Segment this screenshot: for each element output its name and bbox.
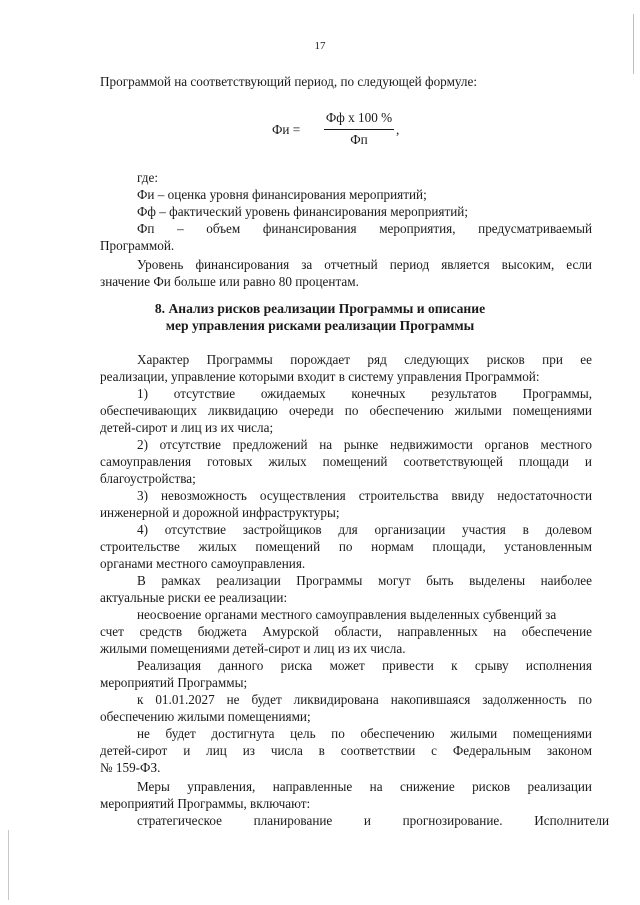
fraction-bar: [324, 129, 394, 130]
level-paragraph-line-2: значение Фи больше или равно 80 процентам.: [100, 274, 359, 289]
body-line: 1) отсутствие ожидаемых конечных результатов Программы,: [137, 386, 592, 401]
formula-trail: ,: [396, 122, 400, 137]
body-line: инженерной и дорожной инфраструктуры;: [100, 505, 340, 520]
body-line: счет средств бюджета Амурской области, направленных на обеспечение: [100, 624, 592, 639]
definitions-where: где:: [137, 170, 158, 185]
formula-numerator: Фф х 100 %: [325, 110, 393, 125]
body-line: органами местного самоуправления.: [100, 556, 306, 571]
formula-denominator: Фп: [350, 132, 368, 147]
body-line: актуальные риски ее реализации:: [100, 590, 288, 605]
body-line: реализации, управление которыми входит в систему управления Программой:: [100, 369, 540, 384]
body-line: стратегическое планирование и прогнозирование. Исполнители: [137, 813, 609, 828]
body-line: самоуправления готовых жилых помещений соответствующей площади и: [100, 454, 592, 469]
body-line: 2) отсутствие предложений на рынке недвижимости органов местного: [137, 437, 592, 452]
section-heading-line-1: 8. Анализ рисков реализации Программы и описание: [154, 301, 486, 316]
body-line: мероприятий Программы, включают:: [100, 796, 311, 811]
body-line: 4) отсутствие застройщиков для организации участия в долевом: [137, 522, 592, 537]
body-line: детей-сирот и лиц из их числа;: [100, 420, 274, 435]
intro-line: Программой на соответствующий период, по следующей формуле:: [100, 74, 478, 89]
scan-edge-mark-left: [8, 830, 9, 900]
body-line: строительстве жилых помещений по нормам площади, установленным: [100, 539, 592, 554]
body-line: В рамках реализации Программы могут быть выделены наиболее: [137, 573, 592, 588]
body-line: 3) невозможность осуществления строительства ввиду недостаточности: [137, 488, 592, 503]
body-line: благоустройства;: [100, 471, 196, 486]
body-line: не будет достигнута цель по обеспечению жилыми помещениями: [137, 726, 592, 741]
definition-fp: Фп – объем финансирования мероприятия, предусматриваемый: [137, 221, 592, 236]
body-line: к 01.01.2027 не будет ликвидирована накопившаяся задолженность по: [137, 692, 592, 707]
formula: [272, 110, 412, 150]
body-line: детей-сирот и лиц из числа в соответствии с Федеральным законом: [100, 743, 592, 758]
body-line: неосвоение органами местного самоуправления выделенных субвенций за: [137, 607, 557, 622]
formula-lhs: Фи =: [272, 122, 301, 137]
body-line: обеспечивающих ликвидацию очереди по обеспечению жилыми помещениями: [100, 403, 592, 418]
body-line: мероприятий Программы;: [100, 675, 248, 690]
body-line: Характер Программы порождает ряд следующих рисков при ее: [137, 352, 592, 367]
body-line: жилыми помещениями детей-сирот и лиц из их числа.: [100, 641, 406, 656]
page-number: 17: [314, 40, 326, 52]
definition-fi: Фи – оценка уровня финансирования мероприятий;: [137, 187, 427, 202]
section-heading-line-2: мер управления рисками реализации Программы: [165, 318, 475, 333]
definition-ff: Фф – фактический уровень финансирования мероприятий;: [137, 204, 468, 219]
definition-fp-cont: Программой.: [100, 238, 175, 253]
level-paragraph-line-1: Уровень финансирования за отчетный период является высоким, если: [137, 257, 592, 272]
body-line: обеспечению жилыми помещениями;: [100, 709, 311, 724]
body-line: Меры управления, направленные на снижение рисков реализации: [137, 779, 592, 794]
body-line: № 159-ФЗ.: [100, 760, 161, 775]
body-line: Реализация данного риска может привести к срыву исполнения: [137, 658, 592, 673]
